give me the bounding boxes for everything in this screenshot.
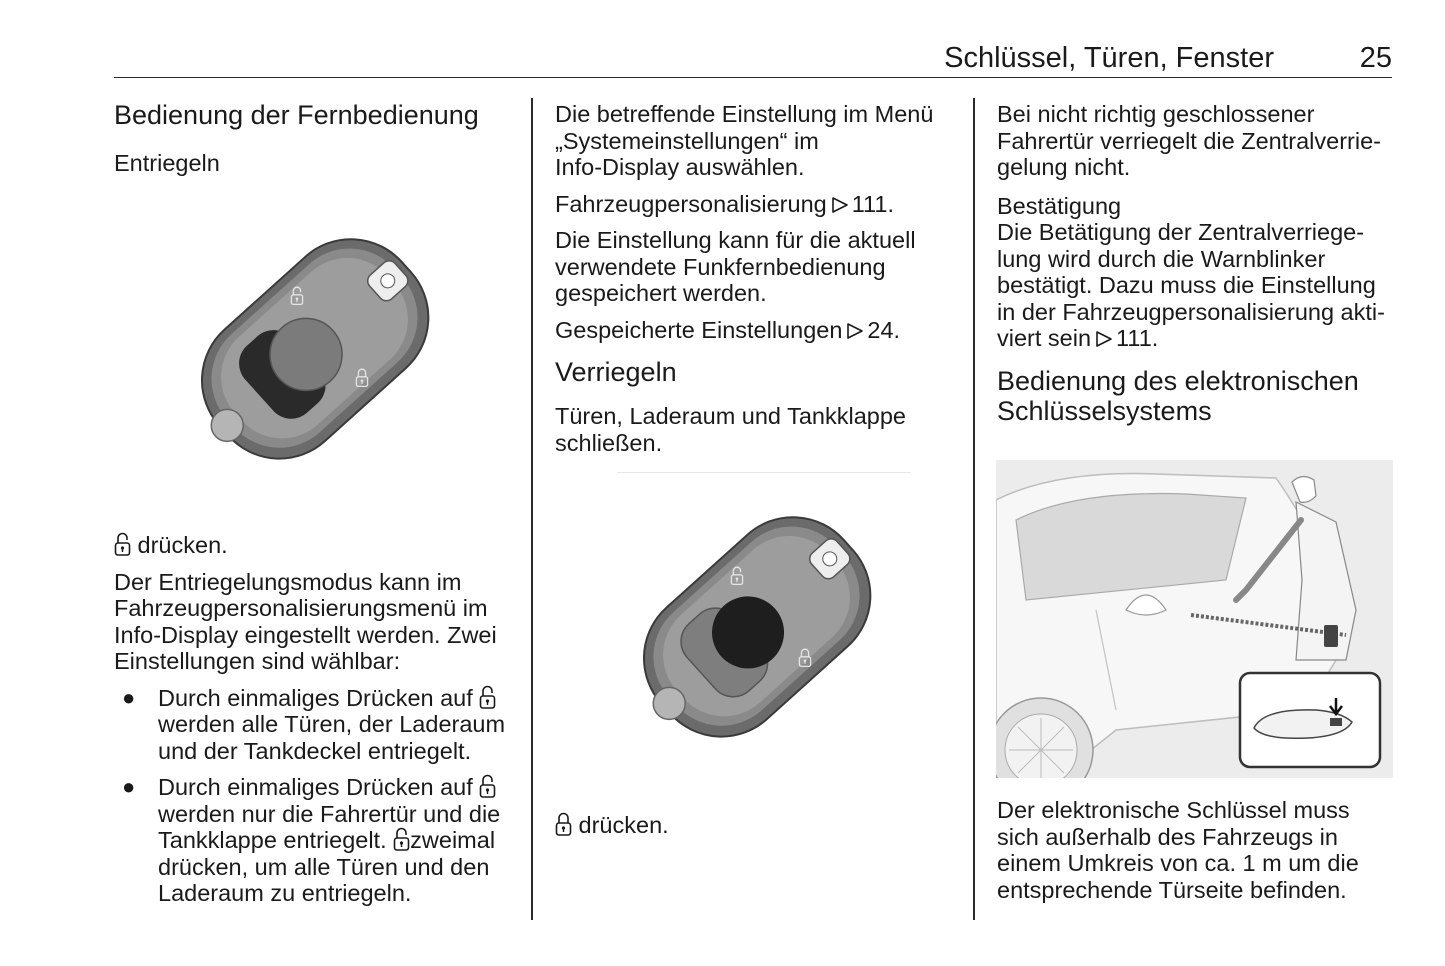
text-line: gelung nicht. xyxy=(997,154,1131,180)
bullet-dot: ● xyxy=(122,684,136,710)
lock-padlock-icon xyxy=(555,812,572,837)
text-line: „Systemeinstellungen“ im xyxy=(555,127,819,154)
text-line: drücken, um alle Türen und den xyxy=(158,853,490,880)
text-line: lung wird durch die Warnblinker xyxy=(997,245,1326,272)
right-column-footer xyxy=(997,797,1397,913)
text-line: Der elektronische Schlüssel muss xyxy=(997,797,1350,823)
text-line: Laderaum zu entriegeln. xyxy=(158,880,412,906)
text-line: Die Einstellung kann für die aktuell xyxy=(555,227,916,253)
paragraph xyxy=(997,101,1397,181)
chapter-title: Schlüssel, Türen, Fenster xyxy=(944,42,1274,74)
text-line: Fahrertür verriegelt die Zentralverrie- xyxy=(997,127,1381,154)
text-line: bestätigt. Dazu muss die Einstellung xyxy=(997,272,1376,298)
page-reference-arrow-icon xyxy=(846,322,864,340)
heading-line: Schlüsselsystems xyxy=(997,395,1212,426)
paragraph xyxy=(997,797,1397,903)
key-fob-unlock-illustration xyxy=(180,218,460,498)
text-line: Die betreffende Einstellung im Menü xyxy=(555,101,934,127)
text-line: Der Entriegelungsmodus kann im xyxy=(114,568,462,595)
keyless-entry-illustration xyxy=(996,460,1393,778)
subsection-heading: Bestätigung xyxy=(997,192,1122,219)
reference-text: Gespeicherte Einstellungen xyxy=(555,316,843,343)
cross-reference xyxy=(555,191,955,218)
unlock-padlock-icon xyxy=(114,532,131,557)
text-line: werden nur die Fahrertür und die xyxy=(158,800,501,827)
subsection-heading: Entriegeln xyxy=(114,150,220,176)
bullet-dot: ● xyxy=(122,774,136,799)
column-divider xyxy=(973,98,975,920)
text-line: Durch einmaliges Drücken auf xyxy=(158,774,473,800)
text-line: zweimal xyxy=(410,827,496,853)
middle-column xyxy=(555,101,955,466)
paragraph xyxy=(555,403,955,456)
text-line: entsprechende Türseite befinden. xyxy=(997,876,1347,903)
text-line: einem Umkreis von ca. 1 m um die xyxy=(997,850,1359,876)
text-line: sich außerhalb des Fahrzeugs in xyxy=(997,823,1338,850)
key-fob-lock-illustration xyxy=(622,496,902,776)
text-line: Info-Display auswählen. xyxy=(555,154,805,180)
text-line: Türen, Laderaum und Tankklappe xyxy=(555,403,906,429)
text-line: und der Tankdeckel entriegelt. xyxy=(158,737,472,764)
page-reference-arrow-icon xyxy=(831,196,849,214)
unlock-padlock-icon xyxy=(479,685,496,710)
text-line: Einstellungen sind wählbar: xyxy=(114,648,401,674)
paragraph xyxy=(114,569,514,675)
text-line: Tankklappe entriegelt. xyxy=(158,827,387,853)
page-reference-arrow-icon xyxy=(1095,330,1113,348)
section-heading: Verriegeln xyxy=(555,357,677,387)
reference-page[interactable]: 111. xyxy=(851,190,894,217)
unlock-padlock-icon xyxy=(393,827,410,852)
text-line: in der Fahrzeugpersonalisierung akti- xyxy=(997,298,1385,325)
left-column-body xyxy=(114,532,514,917)
middle-column-footer xyxy=(555,812,955,849)
text-line: Durch einmaliges Drücken auf xyxy=(158,684,473,711)
text-line: Bei nicht richtig geschlossener xyxy=(997,101,1315,127)
page-header xyxy=(114,40,1392,78)
reference-page[interactable]: 111. xyxy=(1116,325,1159,351)
paragraph xyxy=(997,219,1397,352)
option-list xyxy=(114,685,514,907)
heading-line: Bedienung des elektronischen xyxy=(997,365,1359,396)
text-line: schließen. xyxy=(555,429,663,456)
paragraph xyxy=(555,101,955,181)
reference-page[interactable]: 24. xyxy=(867,316,901,343)
left-column xyxy=(114,100,514,177)
reference-text: Fahrzeugpersonalisierung xyxy=(555,190,827,217)
section-heading: Bedienung der Fernbedienung xyxy=(114,100,479,130)
text-line: Fahrzeugpersonalisierungsmenü im xyxy=(114,595,488,621)
press-unlock-line xyxy=(114,532,514,559)
press-text: drücken. xyxy=(137,532,228,558)
text-line: Info-Display eingestellt werden. Zwei xyxy=(114,621,497,648)
paragraph xyxy=(555,227,955,307)
text-line: verwendete Funkfernbedienung xyxy=(555,253,886,280)
text-line: gespeichert werden. xyxy=(555,280,767,306)
section-heading xyxy=(997,366,1397,426)
text-line: Die Betätigung der Zentralverriege- xyxy=(997,219,1365,245)
press-lock-line xyxy=(555,812,955,839)
right-column xyxy=(997,101,1397,426)
figure-separator xyxy=(617,472,911,473)
unlock-padlock-icon xyxy=(479,774,496,799)
list-item xyxy=(114,774,514,907)
text-line: viert sein xyxy=(997,325,1092,351)
page-number: 25 xyxy=(1359,42,1392,74)
list-item xyxy=(114,685,514,765)
column-divider xyxy=(531,98,533,920)
text-line: werden alle Türen, der Laderaum xyxy=(158,711,506,737)
cross-reference xyxy=(555,317,955,344)
press-text: drücken. xyxy=(578,812,669,838)
